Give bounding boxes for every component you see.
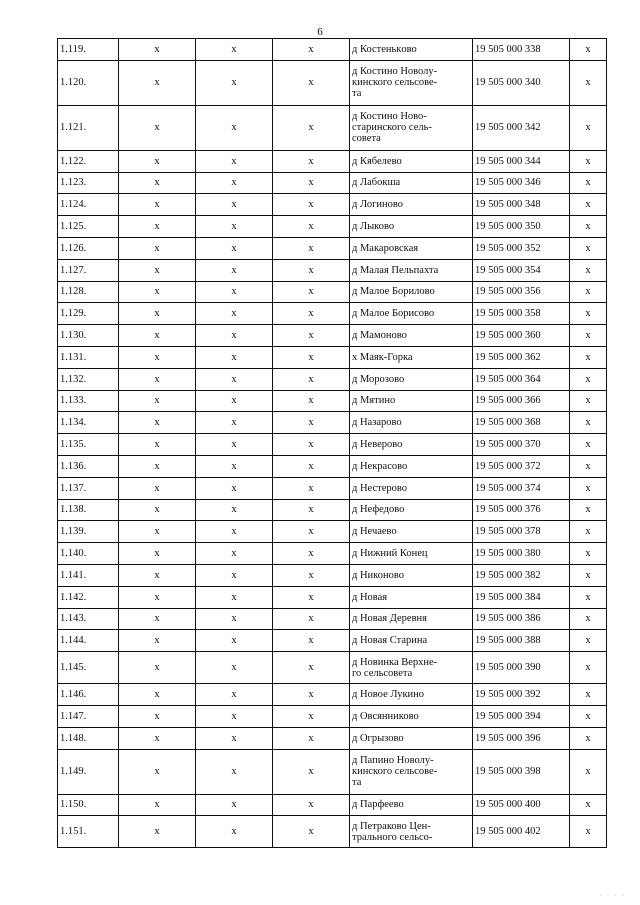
cell-x: x (119, 368, 196, 390)
row-number: 1.122. (58, 150, 119, 172)
cell-x: x (570, 105, 607, 150)
cell-x: x (119, 281, 196, 303)
cell-x: x (119, 346, 196, 368)
cell-x: x (196, 564, 273, 586)
cell-x: x (119, 39, 196, 61)
cell-x: x (273, 794, 350, 816)
settlement-name: х Маяк-Горка (350, 346, 473, 368)
scan-artifact: · · · · (599, 893, 626, 899)
oktmo-code: 19 505 000 376 (473, 499, 570, 521)
cell-x: x (196, 652, 273, 684)
cell-x: x (570, 259, 607, 281)
cell-x: x (119, 521, 196, 543)
table-row (58, 390, 607, 412)
settlement-name: д Новинка Верхне- го сельсовета (350, 652, 473, 684)
row-number: 1.129. (58, 303, 119, 325)
cell-x: x (196, 543, 273, 565)
cell-x: x (570, 608, 607, 630)
cell-x: x (570, 684, 607, 706)
cell-x: x (273, 368, 350, 390)
settlement-name: д Папино Новолу- кинского сельсове- та (350, 749, 473, 794)
settlement-name: д Костенькoво (350, 39, 473, 61)
cell-x: x (196, 586, 273, 608)
row-number: 1.138. (58, 499, 119, 521)
oktmo-code: 19 505 000 356 (473, 281, 570, 303)
row-number: 1.134. (58, 412, 119, 434)
settlement-name: д Некрасово (350, 455, 473, 477)
cell-x: x (119, 586, 196, 608)
oktmo-code: 19 505 000 362 (473, 346, 570, 368)
page-number: 6 (317, 26, 323, 38)
table-body (58, 39, 607, 848)
settlement-name: д Лыково (350, 216, 473, 238)
cell-x: x (196, 303, 273, 325)
table-row (58, 39, 607, 61)
cell-x: x (570, 630, 607, 652)
cell-x: x (273, 346, 350, 368)
table-row (58, 60, 607, 105)
cell-x: x (570, 564, 607, 586)
row-number: 1.140. (58, 543, 119, 565)
cell-x: x (196, 749, 273, 794)
oktmo-code: 19 505 000 380 (473, 543, 570, 565)
settlement-name: д Новая Деревня (350, 608, 473, 630)
table-row (58, 259, 607, 281)
cell-x: x (119, 630, 196, 652)
cell-x: x (119, 727, 196, 749)
cell-x: x (119, 705, 196, 727)
cell-x: x (119, 794, 196, 816)
table-row (58, 499, 607, 521)
cell-x: x (196, 705, 273, 727)
cell-x: x (570, 172, 607, 194)
cell-x: x (273, 521, 350, 543)
settlement-name: д Мятино (350, 390, 473, 412)
cell-x: x (570, 194, 607, 216)
row-number: 1.126. (58, 237, 119, 259)
cell-x: x (570, 727, 607, 749)
table-row (58, 521, 607, 543)
cell-x: x (119, 816, 196, 848)
table-row (58, 105, 607, 150)
cell-x: x (119, 608, 196, 630)
oktmo-code: 19 505 000 350 (473, 216, 570, 238)
cell-x: x (196, 434, 273, 456)
cell-x: x (273, 684, 350, 706)
cell-x: x (196, 477, 273, 499)
settlement-name: д Малая Пельпахта (350, 259, 473, 281)
oktmo-code: 19 505 000 392 (473, 684, 570, 706)
cell-x: x (273, 749, 350, 794)
cell-x: x (119, 434, 196, 456)
cell-x: x (119, 564, 196, 586)
table-row (58, 608, 607, 630)
row-number: 1.148. (58, 727, 119, 749)
settlement-name: д Лабокша (350, 172, 473, 194)
cell-x: x (570, 150, 607, 172)
cell-x: x (570, 368, 607, 390)
cell-x: x (570, 346, 607, 368)
row-number: 1.133. (58, 390, 119, 412)
cell-x: x (119, 194, 196, 216)
oktmo-code: 19 505 000 344 (473, 150, 570, 172)
row-number: 1.144. (58, 630, 119, 652)
cell-x: x (119, 303, 196, 325)
cell-x: x (273, 216, 350, 238)
cell-x: x (196, 684, 273, 706)
cell-x: x (119, 543, 196, 565)
settlement-name: д Малое Борисово (350, 303, 473, 325)
oktmo-code: 19 505 000 372 (473, 455, 570, 477)
settlement-name: д Огрызово (350, 727, 473, 749)
settlement-name: д Петраково Цен- трального сельсо- (350, 816, 473, 848)
row-number: 1.145. (58, 652, 119, 684)
cell-x: x (119, 390, 196, 412)
cell-x: x (570, 216, 607, 238)
cell-x: x (570, 281, 607, 303)
cell-x: x (273, 586, 350, 608)
cell-x: x (570, 390, 607, 412)
row-number: 1.128. (58, 281, 119, 303)
table-row (58, 346, 607, 368)
table-row (58, 303, 607, 325)
settlement-name: д Новая (350, 586, 473, 608)
cell-x: x (273, 281, 350, 303)
cell-x: x (196, 346, 273, 368)
oktmo-code: 19 505 000 390 (473, 652, 570, 684)
oktmo-code: 19 505 000 368 (473, 412, 570, 434)
cell-x: x (273, 630, 350, 652)
table-row (58, 412, 607, 434)
row-number: 1.123. (58, 172, 119, 194)
row-number: 1.143. (58, 608, 119, 630)
oktmo-code: 19 505 000 364 (473, 368, 570, 390)
cell-x: x (570, 60, 607, 105)
oktmo-code: 19 505 000 394 (473, 705, 570, 727)
cell-x: x (570, 794, 607, 816)
table-row (58, 630, 607, 652)
settlement-name: д Морозово (350, 368, 473, 390)
row-number: 1.130. (58, 325, 119, 347)
cell-x: x (119, 652, 196, 684)
cell-x: x (273, 608, 350, 630)
cell-x: x (119, 172, 196, 194)
table-row (58, 816, 607, 848)
cell-x: x (273, 303, 350, 325)
cell-x: x (570, 237, 607, 259)
cell-x: x (119, 105, 196, 150)
oktmo-code: 19 505 000 338 (473, 39, 570, 61)
row-number: 1.135. (58, 434, 119, 456)
settlement-name: д Назарово (350, 412, 473, 434)
cell-x: x (119, 412, 196, 434)
cell-x: x (570, 543, 607, 565)
cell-x: x (196, 172, 273, 194)
cell-x: x (196, 259, 273, 281)
cell-x: x (273, 564, 350, 586)
cell-x: x (570, 303, 607, 325)
cell-x: x (570, 705, 607, 727)
cell-x: x (196, 521, 273, 543)
settlement-name: д Малое Борилово (350, 281, 473, 303)
table-row (58, 172, 607, 194)
oktmo-code: 19 505 000 398 (473, 749, 570, 794)
settlement-name: д Нечаево (350, 521, 473, 543)
oktmo-code: 19 505 000 346 (473, 172, 570, 194)
table-row (58, 794, 607, 816)
settlement-name: д Новая Старина (350, 630, 473, 652)
oktmo-code: 19 505 000 366 (473, 390, 570, 412)
row-number: 1.127. (58, 259, 119, 281)
row-number: 1.131. (58, 346, 119, 368)
cell-x: x (119, 150, 196, 172)
row-number: 1.119. (58, 39, 119, 61)
row-number: 1.141. (58, 564, 119, 586)
table-row (58, 150, 607, 172)
cell-x: x (570, 521, 607, 543)
oktmo-code: 19 505 000 402 (473, 816, 570, 848)
cell-x: x (196, 608, 273, 630)
cell-x: x (570, 586, 607, 608)
cell-x: x (119, 237, 196, 259)
table-row (58, 477, 607, 499)
table-row (58, 216, 607, 238)
cell-x: x (196, 794, 273, 816)
cell-x: x (273, 259, 350, 281)
oktmo-code: 19 505 000 370 (473, 434, 570, 456)
settlement-name: д Нефедово (350, 499, 473, 521)
oktmo-code: 19 505 000 386 (473, 608, 570, 630)
cell-x: x (119, 259, 196, 281)
row-number: 1.142. (58, 586, 119, 608)
table-row (58, 564, 607, 586)
cell-x: x (570, 434, 607, 456)
cell-x: x (196, 499, 273, 521)
settlement-name: д Овсянниково (350, 705, 473, 727)
settlement-name: д Логиново (350, 194, 473, 216)
cell-x: x (273, 39, 350, 61)
cell-x: x (119, 499, 196, 521)
cell-x: x (273, 652, 350, 684)
row-number: 1.146. (58, 684, 119, 706)
table-row (58, 705, 607, 727)
table-row (58, 586, 607, 608)
table-row (58, 727, 607, 749)
cell-x: x (273, 172, 350, 194)
oktmo-code: 19 505 000 340 (473, 60, 570, 105)
row-number: 1.149. (58, 749, 119, 794)
cell-x: x (273, 194, 350, 216)
cell-x: x (273, 434, 350, 456)
oktmo-code: 19 505 000 348 (473, 194, 570, 216)
oktmo-code: 19 505 000 352 (473, 237, 570, 259)
settlement-name: д Костино Ново- старинского сель- совета (350, 105, 473, 150)
oktmo-code: 19 505 000 378 (473, 521, 570, 543)
cell-x: x (119, 455, 196, 477)
cell-x: x (273, 105, 350, 150)
cell-x: x (119, 749, 196, 794)
table-row (58, 434, 607, 456)
oktmo-code: 19 505 000 358 (473, 303, 570, 325)
table-row (58, 194, 607, 216)
cell-x: x (570, 412, 607, 434)
cell-x: x (196, 455, 273, 477)
cell-x: x (196, 390, 273, 412)
cell-x: x (119, 60, 196, 105)
oktmo-code: 19 505 000 342 (473, 105, 570, 150)
cell-x: x (119, 684, 196, 706)
oktmo-code: 19 505 000 396 (473, 727, 570, 749)
cell-x: x (273, 60, 350, 105)
settlement-name: д Неверово (350, 434, 473, 456)
cell-x: x (273, 412, 350, 434)
settlement-name: д Нестерово (350, 477, 473, 499)
cell-x: x (273, 816, 350, 848)
cell-x: x (273, 499, 350, 521)
settlement-name: д Парфеево (350, 794, 473, 816)
cell-x: x (196, 630, 273, 652)
settlement-name: д Макаровская (350, 237, 473, 259)
settlement-name: д Никоново (350, 564, 473, 586)
cell-x: x (273, 237, 350, 259)
cell-x: x (196, 194, 273, 216)
settlement-name: д Нижний Конец (350, 543, 473, 565)
row-number: 1.137. (58, 477, 119, 499)
table-row (58, 325, 607, 347)
cell-x: x (196, 816, 273, 848)
settlement-name: д Костино Новолу- кинского сельсове- та (350, 60, 473, 105)
oktmo-code: 19 505 000 388 (473, 630, 570, 652)
table-row (58, 281, 607, 303)
cell-x: x (196, 412, 273, 434)
oktmo-code: 19 505 000 374 (473, 477, 570, 499)
cell-x: x (196, 150, 273, 172)
oktmo-code: 19 505 000 382 (473, 564, 570, 586)
row-number: 1.139. (58, 521, 119, 543)
row-number: 1.136. (58, 455, 119, 477)
cell-x: x (119, 325, 196, 347)
row-number: 1.147. (58, 705, 119, 727)
cell-x: x (570, 816, 607, 848)
row-number: 1.150. (58, 794, 119, 816)
row-number: 1.132. (58, 368, 119, 390)
row-number: 1.125. (58, 216, 119, 238)
cell-x: x (570, 455, 607, 477)
cell-x: x (196, 105, 273, 150)
cell-x: x (570, 325, 607, 347)
row-number: 1.151. (58, 816, 119, 848)
cell-x: x (196, 39, 273, 61)
cell-x: x (196, 281, 273, 303)
oktmo-code: 19 505 000 400 (473, 794, 570, 816)
cell-x: x (273, 325, 350, 347)
cell-x: x (273, 727, 350, 749)
table-row (58, 684, 607, 706)
cell-x: x (196, 216, 273, 238)
cell-x: x (273, 477, 350, 499)
row-number: 1.124. (58, 194, 119, 216)
cell-x: x (570, 477, 607, 499)
settlement-name: д Кябелево (350, 150, 473, 172)
cell-x: x (119, 477, 196, 499)
cell-x: x (196, 325, 273, 347)
cell-x: x (273, 543, 350, 565)
table-row (58, 749, 607, 794)
table-row (58, 543, 607, 565)
cell-x: x (273, 705, 350, 727)
row-number: 1.121. (58, 105, 119, 150)
cell-x: x (196, 727, 273, 749)
table-row (58, 368, 607, 390)
cell-x: x (196, 60, 273, 105)
cell-x: x (119, 216, 196, 238)
table-row (58, 652, 607, 684)
table-row (58, 237, 607, 259)
cell-x: x (570, 499, 607, 521)
row-number: 1.120. (58, 60, 119, 105)
cell-x: x (570, 652, 607, 684)
cell-x: x (273, 390, 350, 412)
cell-x: x (570, 749, 607, 794)
cell-x: x (570, 39, 607, 61)
oktmo-code: 19 505 000 384 (473, 586, 570, 608)
oktmo-code: 19 505 000 360 (473, 325, 570, 347)
settlements-table (57, 38, 607, 848)
cell-x: x (273, 150, 350, 172)
cell-x: x (273, 455, 350, 477)
cell-x: x (196, 237, 273, 259)
settlement-name: д Новое Лукино (350, 684, 473, 706)
settlement-name: д Мамоново (350, 325, 473, 347)
cell-x: x (196, 368, 273, 390)
oktmo-code: 19 505 000 354 (473, 259, 570, 281)
table-row (58, 455, 607, 477)
